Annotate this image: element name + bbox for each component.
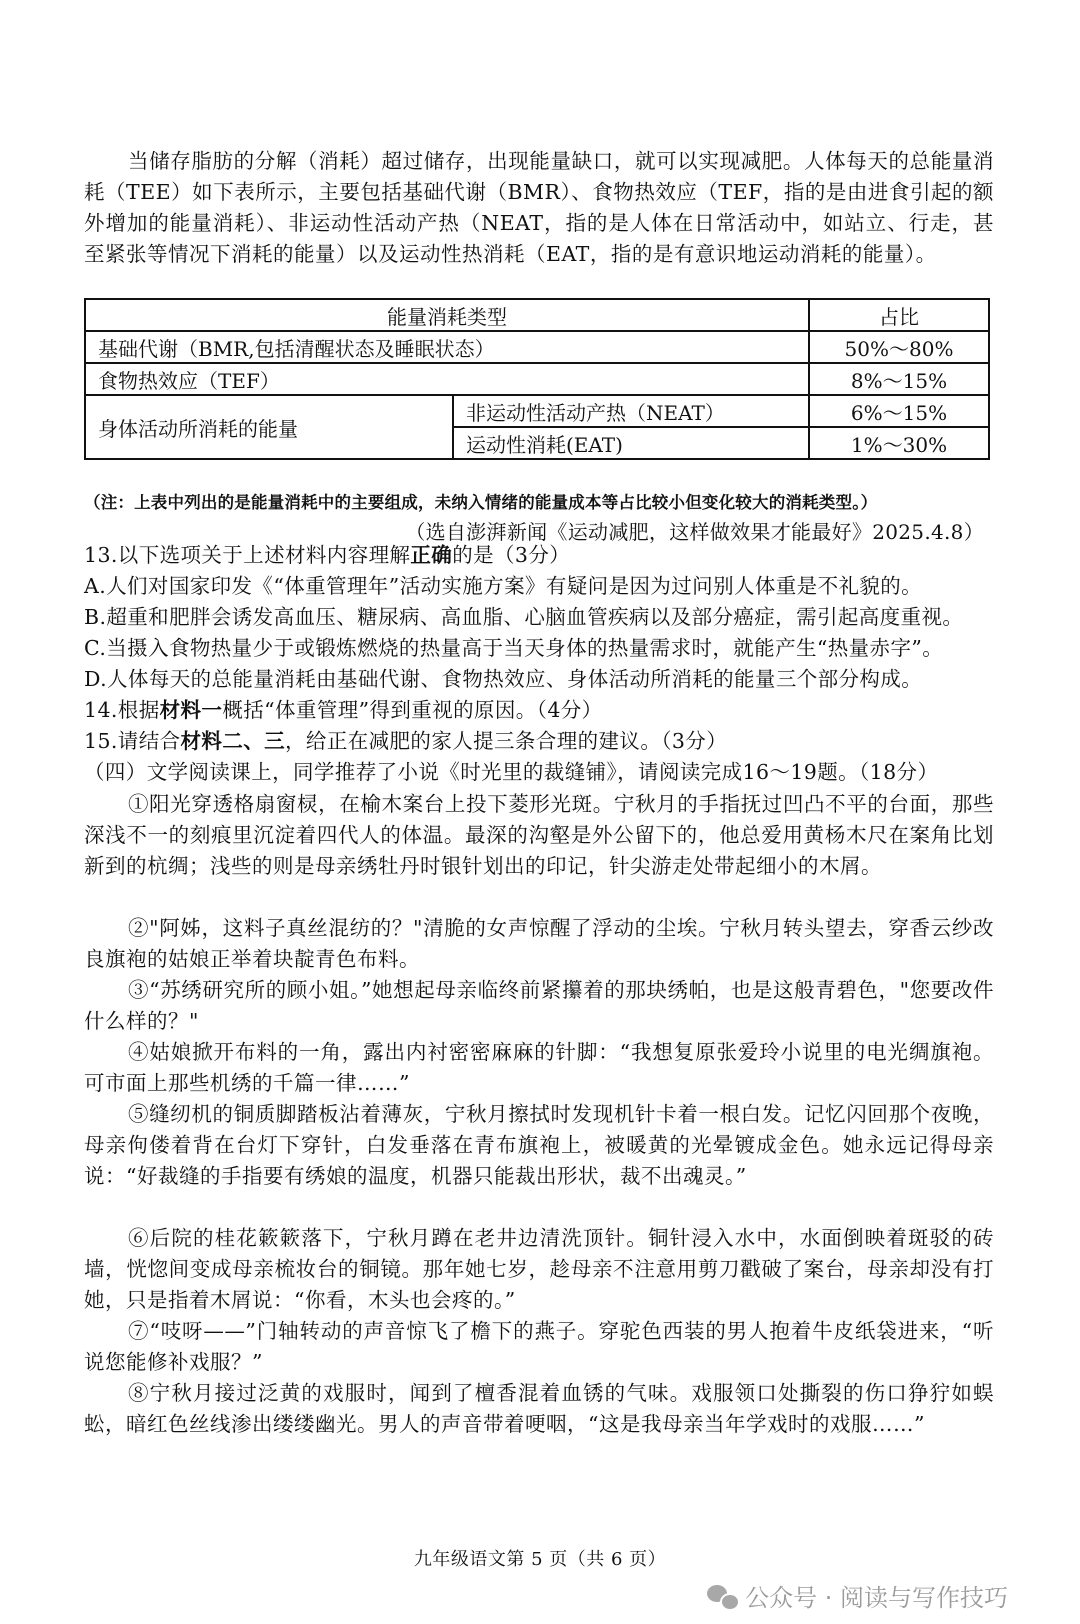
table-row	[85, 363, 989, 395]
row-bmr-label: 基础代谢（BMR,包括清醒状态及睡眠状态）	[85, 331, 809, 363]
option-b: B.超重和肥胖会诱发高血压、糖尿病、高血脂、心脑血管疾病以及部分癌症，需引起高度重视。	[84, 605, 964, 629]
section-4-heading: （四）文学阅读课上，同学推荐了小说《时光里的裁缝铺》，请阅读完成16～19题。（18分）	[84, 760, 939, 784]
row-eat-share: 1%～30%	[809, 427, 989, 459]
row-neat-share: 6%～15%	[809, 395, 989, 427]
question-15: 15.请结合材料二、三，给正在减肥的家人提三条合理的建议。（3分）	[84, 729, 728, 753]
group-label: 身体活动所消耗的能量	[85, 395, 453, 459]
header-type: 能量消耗类型	[85, 299, 809, 331]
story-paragraph-3: ③“苏绣研究所的顾小姐。”她想起母亲临终前紧攥着的那块绣帕，也是这般青碧色，"您要改件什么样的？"	[84, 978, 994, 1033]
watermark-text: 公众号 · 阅读与写作技巧	[745, 1584, 1008, 1612]
watermark	[707, 1578, 1008, 1613]
story-paragraph-8: ⑧宁秋月接过泛黄的戏服时，闻到了檀香混着血锈的气味。戏服领口处撕裂的伤口狰狞如蜈蚣，暗红色丝线渗出缕缕幽光。男人的声音带着哽咽，“这是我母亲当年学戏时的戏服……”	[84, 1381, 994, 1436]
option-d: D.人体每天的总能量消耗由基础代谢、食物热效应、身体活动所消耗的能量三个部分构成。	[84, 667, 923, 691]
source-citation: （选自澎湃新闻《运动减肥，这样做效果才能最好》2025.4.8）	[405, 520, 984, 544]
row-tef-share: 8%～15%	[809, 363, 989, 395]
option-a: A.人们对国家印发《“体重管理年”活动实施方案》有疑问是因为过问别人体重是不礼貌的。	[84, 574, 923, 598]
wechat-icon	[707, 1583, 737, 1609]
emphasis: 正确	[410, 543, 453, 567]
header-share: 占比	[809, 299, 989, 331]
table-note: （注：上表中列出的是能量消耗中的主要组成，未纳入情绪的能量成本等占比较小但变化较大的消耗类型。）	[84, 493, 878, 512]
option-c: C.当摄入食物热量少于或锻炼燃烧的热量高于当天身体的热量需求时，就能产生“热量赤字”。	[84, 636, 944, 660]
table-row	[85, 331, 989, 363]
page-footer: 九年级语文第 5 页（共 6 页）	[413, 1549, 667, 1570]
story-paragraph-1: ①阳光穿透格扇窗棂，在榆木案台上投下菱形光斑。宁秋月的手指抚过凹凸不平的台面，那些深浅不一的刻痕里沉淀着四代人的体温。最深的沟壑是外公留下的，他总爱用黄杨木尺在案角比划新到的杭绸；浅些的则是母亲绣牡丹时银针划出的印记，针尖游走处带起细小的木屑。	[84, 792, 994, 878]
question-13: 13.以下选项关于上述材料内容理解正确的是（3分）	[84, 543, 571, 567]
row-neat-label: 非运动性活动产热（NEAT）	[453, 395, 809, 427]
row-eat-label: 运动性消耗(EAT)	[453, 427, 809, 459]
table-header-row	[85, 299, 989, 331]
table-row	[85, 395, 989, 427]
row-tef-label: 食物热效应（TEF）	[85, 363, 809, 395]
story-paragraph-5: ⑤缝纫机的铜质脚踏板沾着薄灰，宁秋月擦拭时发现机针卡着一根白发。记忆闪回那个夜晚，母亲佝偻着背在台灯下穿针，白发垂落在青布旗袍上，被暖黄的光晕镀成金色。她永远记得母亲说：“好裁缝的手指要有绣娘的温度，机器只能裁出形状，裁不出魂灵。”	[84, 1102, 994, 1188]
story-paragraph-4: ④姑娘掀开布料的一角，露出内衬密密麻麻的针脚：“我想复原张爱玲小说里的电光绸旗袍。可市面上那些机绣的千篇一律……”	[84, 1040, 994, 1095]
intro-paragraph: 当储存脂肪的分解（消耗）超过储存，出现能量缺口，就可以实现减肥。人体每天的总能量消耗（TEE）如下表所示，主要包括基础代谢（BMR）、食物热效应（TEF，指的是由进食引起的额外增加的能量消耗）、非运动性活动产热（NEAT，指的是人体在日常活动中，如站立、行走，甚至紧张等情况下消耗的能量）以及运动性热消耗（EAT，指的是有意识地运动消耗的能量）。	[84, 149, 994, 266]
energy-consumption-table	[84, 298, 990, 460]
question-14: 14.根据材料一概括“体重管理”得到重视的原因。（4分）	[84, 698, 603, 722]
emphasis: 材料一	[159, 698, 223, 722]
story-paragraph-2: ②"阿姊，这料子真丝混纺的？"清脆的女声惊醒了浮动的尘埃。宁秋月转头望去，穿香云纱改良旗袍的姑娘正举着块靛青色布料。	[84, 916, 994, 971]
story-paragraph-6: ⑥后院的桂花簌簌落下，宁秋月蹲在老井边清洗顶针。铜针浸入水中，水面倒映着斑驳的砖墙，恍惚间变成母亲梳妆台的铜镜。那年她七岁，趁母亲不注意用剪刀戳破了案台，母亲却没有打她，只是指着木屑说：“你看，木头也会疼的。”	[84, 1226, 994, 1312]
emphasis: 材料二、三	[180, 729, 286, 753]
row-bmr-share: 50%～80%	[809, 331, 989, 363]
story-paragraph-7: ⑦“吱呀——”门轴转动的声音惊飞了檐下的燕子。穿驼色西装的男人抱着牛皮纸袋进来，“听说您能修补戏服？”	[84, 1319, 994, 1374]
